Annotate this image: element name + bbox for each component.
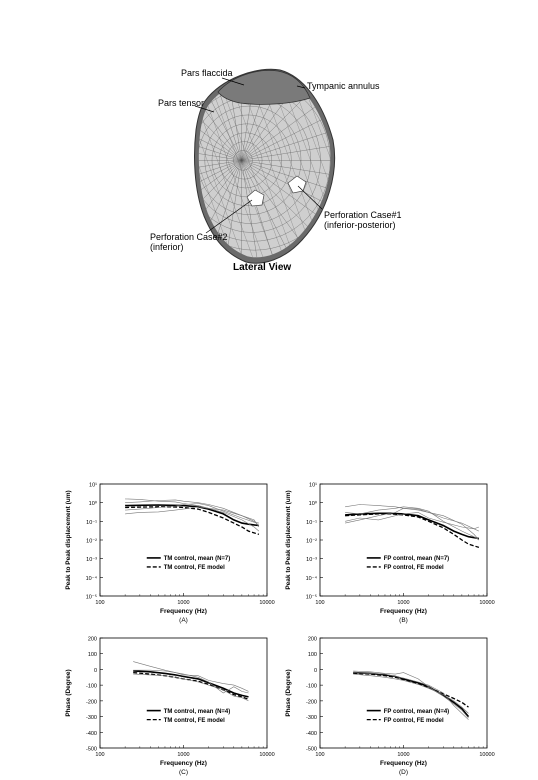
y-tick-label: -300 <box>305 715 317 722</box>
y-tick-label: 10⁻¹ <box>86 519 97 526</box>
y-axis-label: Peak to Peak displacement (um) <box>65 490 72 590</box>
y-tick-label: 10⁰ <box>308 501 317 508</box>
series-sample-line <box>345 507 479 540</box>
x-tick-label: 1000 <box>177 752 190 758</box>
mesh-line <box>39 66 114 273</box>
x-axis-label: Frequency (Hz) <box>380 608 427 615</box>
mesh-line <box>0 66 72 273</box>
x-tick-label: 100 <box>315 600 325 606</box>
y-tick-label: -300 <box>85 715 97 722</box>
x-tick-label: 100 <box>95 600 105 606</box>
label-pars-flaccida: Pars flaccida <box>181 68 233 78</box>
legend-label: FP control, FE model <box>383 717 444 724</box>
label-perforation2-line2: (inferior) <box>150 242 184 252</box>
x-tick-label: 1000 <box>177 600 190 606</box>
y-tick-label: -100 <box>85 683 97 690</box>
y-tick-label: -500 <box>85 746 97 753</box>
plot-frame <box>100 484 267 596</box>
y-tick-label: 10⁻⁵ <box>85 594 97 601</box>
y-tick-label: 10⁻⁴ <box>305 575 317 582</box>
mesh-line <box>369 66 444 273</box>
legend-label: FP control, mean (N=7) <box>383 556 450 563</box>
x-axis-label: Frequency (Hz) <box>160 608 207 615</box>
legend-label: TM control, mean (N=7) <box>163 556 231 563</box>
x-tick-label: 100 <box>95 752 105 758</box>
y-tick-label: 10⁻¹ <box>306 519 317 526</box>
x-tick-label: 10000 <box>259 752 275 758</box>
mesh-line <box>28 66 103 273</box>
y-tick-label: 0 <box>313 667 317 674</box>
mesh-line <box>49 66 124 273</box>
label-perforation1-line2: (inferior-posterior) <box>324 220 396 230</box>
tympanic-membrane-mesh-figure <box>0 0 538 300</box>
series-model-line <box>125 507 259 535</box>
y-tick-label: 10⁻⁵ <box>305 594 317 601</box>
y-axis-label: Phase (Degree) <box>65 669 72 717</box>
y-tick-label: -400 <box>305 730 317 737</box>
series-model-line <box>133 673 248 700</box>
legend-label: FP control, mean (N=4) <box>383 708 450 715</box>
label-pars-tensor: Pars tensor <box>158 98 205 108</box>
y-tick-label: 10⁻² <box>86 538 97 545</box>
mesh-line <box>328 66 403 273</box>
y-axis-label: Phase (Degree) <box>285 669 292 717</box>
legend-label: TM control, FE model <box>163 717 225 724</box>
chart-a-tm-displacement <box>60 478 275 628</box>
plot-frame <box>100 638 267 748</box>
y-tick-label: -500 <box>305 746 317 753</box>
y-tick-label: 100 <box>307 652 317 659</box>
y-tick-label: 10¹ <box>309 482 317 489</box>
panel-label: (D) <box>398 769 409 776</box>
panel-label: (B) <box>399 617 408 624</box>
y-axis-label: Peak to Peak displacement (um) <box>285 490 292 590</box>
legend-label: TM control, FE model <box>163 565 225 572</box>
x-tick-label: 10000 <box>259 600 275 606</box>
label-perforation2-line1: Perforation Case#2 <box>150 232 228 242</box>
legend-label: TM control, mean (N=4) <box>163 708 231 715</box>
legend-label: FP control, FE model <box>383 565 444 572</box>
plot-frame <box>320 638 487 748</box>
y-tick-label: -100 <box>305 683 317 690</box>
x-tick-label: 10000 <box>479 600 495 606</box>
chart-b-fp-displacement <box>280 478 495 628</box>
y-tick-label: 200 <box>307 636 317 643</box>
chart-c-tm-phase <box>60 632 275 780</box>
mesh-line <box>359 66 434 273</box>
x-tick-label: 100 <box>315 752 325 758</box>
mesh-line <box>80 66 155 273</box>
y-tick-label: 10¹ <box>89 482 97 489</box>
y-tick-label: 10⁰ <box>88 501 97 508</box>
x-tick-label: 10000 <box>479 752 495 758</box>
y-tick-label: -200 <box>85 699 97 706</box>
y-tick-label: 10⁻³ <box>86 557 97 564</box>
y-tick-label: -400 <box>85 730 97 737</box>
x-axis-label: Frequency (Hz) <box>160 760 207 767</box>
mesh-line <box>349 66 424 273</box>
mesh-line <box>59 66 134 273</box>
y-tick-label: 10⁻² <box>306 538 317 545</box>
y-tick-label: 10⁻³ <box>306 557 317 564</box>
y-tick-label: 0 <box>93 667 97 674</box>
label-perforation1-line1: Perforation Case#1 <box>324 210 402 220</box>
y-tick-label: 100 <box>87 652 97 659</box>
view-title: Lateral View <box>233 262 292 273</box>
x-tick-label: 1000 <box>397 752 410 758</box>
y-tick-label: -200 <box>305 699 317 706</box>
label-tympanic-annulus: Tympanic annulus <box>307 81 380 91</box>
mesh-line <box>7 66 82 273</box>
panel-label: (C) <box>178 769 189 776</box>
x-tick-label: 1000 <box>397 600 410 606</box>
y-tick-label: 10⁻⁴ <box>85 575 97 582</box>
panel-label: (A) <box>179 617 188 624</box>
x-axis-label: Frequency (Hz) <box>380 760 427 767</box>
y-tick-label: 200 <box>87 636 97 643</box>
mesh-line <box>338 66 413 273</box>
chart-d-fp-phase <box>280 632 495 780</box>
mesh-line <box>70 66 145 273</box>
mesh-line <box>18 66 93 273</box>
